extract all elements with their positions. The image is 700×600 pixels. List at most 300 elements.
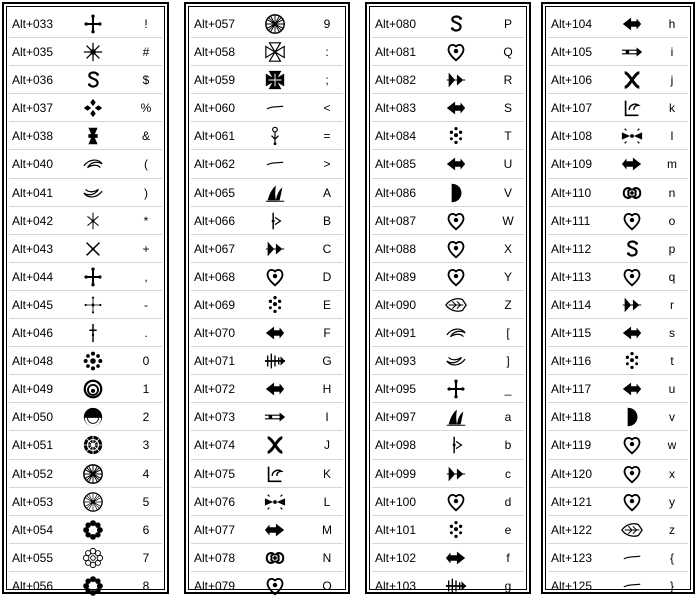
table-row <box>191 488 343 516</box>
keyboard-character: w <box>667 438 677 453</box>
alt-code-label: Alt+098 <box>375 438 417 453</box>
half-circle-disc-icon <box>73 403 113 431</box>
table-row <box>548 375 688 403</box>
keyboard-character: = <box>323 129 331 144</box>
dotted-cluster-icon <box>255 291 295 319</box>
keyboard-character: N <box>322 550 332 565</box>
alt-code-label: Alt+123 <box>551 550 593 565</box>
table-row <box>372 460 524 488</box>
alt-code-label: Alt+045 <box>12 297 54 312</box>
keyboard-character: . <box>144 326 148 341</box>
alt-code-label: Alt+071 <box>194 354 236 369</box>
keyboard-character: r <box>670 297 674 312</box>
keyboard-character: [ <box>506 326 510 341</box>
alt-code-label: Alt+125 <box>551 578 593 593</box>
alt-code-label: Alt+079 <box>194 578 236 593</box>
alt-code-label: Alt+060 <box>194 101 236 116</box>
table-row <box>9 460 162 488</box>
alt-code-label: Alt+107 <box>551 101 593 116</box>
alt-code-label: Alt+066 <box>194 213 236 228</box>
arrow-left-ornament-icon <box>612 10 652 38</box>
fleuron-icon <box>255 122 295 150</box>
keyboard-character: u <box>668 382 676 397</box>
alt-code-label: Alt+055 <box>12 550 54 565</box>
arrow-left-ornament-icon <box>436 94 476 122</box>
keyboard-character: 0 <box>142 354 150 369</box>
table-row <box>372 403 524 431</box>
alt-code-label: Alt+113 <box>551 269 592 284</box>
table-row <box>372 347 524 375</box>
alt-code-label: Alt+035 <box>12 45 54 60</box>
keyboard-character: k <box>669 101 675 116</box>
table-row <box>191 207 343 235</box>
alt-code-label: Alt+074 <box>194 438 236 453</box>
alt-code-label: Alt+048 <box>12 354 54 369</box>
keyboard-character: K <box>322 466 331 481</box>
keyboard-character: h <box>668 17 676 31</box>
table-row <box>191 179 343 207</box>
double-arrow-right-icon <box>255 403 295 431</box>
keyboard-character: D <box>322 269 332 284</box>
tilde-dash-icon <box>255 150 295 178</box>
arrow-cluster-icon <box>436 66 476 94</box>
keyboard-character: j <box>670 73 674 88</box>
double-arrow-right-icon <box>612 38 652 66</box>
alt-code-label: Alt+058 <box>194 45 236 60</box>
keyboard-character: < <box>323 101 331 116</box>
table-row <box>9 488 162 516</box>
keyboard-character: - <box>144 297 148 312</box>
heart-scroll-icon <box>612 207 652 235</box>
tilde-dash-icon <box>612 572 652 600</box>
alt-code-label: Alt+041 <box>12 185 54 200</box>
keyboard-character: 6 <box>142 522 150 537</box>
alt-code-label: Alt+088 <box>375 241 417 256</box>
table-row <box>9 38 162 66</box>
cross-flourish-icon <box>73 263 113 291</box>
alt-code-label: Alt+061 <box>194 129 236 144</box>
keyboard-character: ) <box>144 185 148 200</box>
table-row <box>9 207 162 235</box>
alt-code-label: Alt+100 <box>375 494 417 509</box>
table-row <box>9 544 162 572</box>
long-ornament-icon <box>255 347 295 375</box>
table-row <box>372 263 524 291</box>
alt-code-label: Alt+104 <box>551 17 593 31</box>
keyboard-character: 9 <box>323 17 331 31</box>
long-ornament-icon <box>436 572 476 600</box>
alt-code-label: Alt+083 <box>375 101 417 116</box>
keyboard-character: g <box>504 578 512 593</box>
keyboard-character: } <box>669 578 674 593</box>
keyboard-character: F <box>323 326 331 341</box>
table-row <box>191 66 343 94</box>
alt-code-label: Alt+087 <box>375 213 417 228</box>
alt-code-label: Alt+105 <box>551 45 593 60</box>
table-row <box>372 122 524 150</box>
keyboard-character: W <box>502 213 514 228</box>
swoosh-left-icon <box>73 150 113 178</box>
alt-code-label: Alt+075 <box>194 466 236 481</box>
curl-bracket-icon <box>612 94 652 122</box>
table-row <box>9 179 162 207</box>
alt-code-label: Alt+086 <box>375 185 417 200</box>
flower-icon <box>73 572 113 600</box>
keyboard-character: { <box>669 550 674 565</box>
alt-code-label: Alt+051 <box>12 438 54 453</box>
table-row <box>372 235 524 263</box>
table-row <box>548 291 688 319</box>
table-row <box>191 10 343 38</box>
heart-scroll-icon <box>436 235 476 263</box>
table-row <box>548 431 688 459</box>
leaf-arrow-icon <box>436 291 476 319</box>
alt-code-label: Alt+037 <box>12 101 54 116</box>
table-row <box>191 319 343 347</box>
table-row <box>548 347 688 375</box>
table-row <box>191 150 343 178</box>
alt-code-label: Alt+073 <box>194 410 236 425</box>
swoosh-right-icon <box>436 347 476 375</box>
dagger-icon <box>73 319 113 347</box>
keyboard-character: 7 <box>142 550 150 565</box>
table-row <box>372 179 524 207</box>
table-row <box>548 235 688 263</box>
keyboard-character: X <box>503 241 512 256</box>
keyboard-character: U <box>503 157 513 172</box>
heart-scroll-icon <box>612 460 652 488</box>
keyboard-character: f <box>506 550 510 565</box>
keyboard-character: C <box>322 241 332 256</box>
heart-scroll-icon <box>255 572 295 600</box>
wheel-icon <box>73 488 113 516</box>
alt-code-label: Alt+103 <box>375 578 417 593</box>
table-row <box>191 235 343 263</box>
table-row <box>548 319 688 347</box>
keyboard-character: _ <box>504 382 512 397</box>
alt-code-label: Alt+049 <box>12 382 54 397</box>
table-row <box>548 403 688 431</box>
swoosh-right-icon <box>73 179 113 207</box>
swoosh-left-icon <box>436 319 476 347</box>
alt-code-label: Alt+077 <box>194 522 236 537</box>
table-row <box>9 235 162 263</box>
keyboard-character: R <box>503 73 513 88</box>
pattee-cross-icon <box>73 122 113 150</box>
table-row <box>191 291 343 319</box>
s-scroll-icon <box>436 10 476 38</box>
table-row <box>9 347 162 375</box>
s-scroll-icon <box>612 235 652 263</box>
keyboard-character: y <box>669 494 675 509</box>
table-row <box>548 38 688 66</box>
alt-code-label: Alt+111 <box>551 213 591 228</box>
table-row <box>9 263 162 291</box>
rosette-icon <box>73 431 113 459</box>
alt-code-label: Alt+116 <box>551 354 592 369</box>
keyboard-character: s <box>669 326 675 341</box>
table-row <box>548 516 688 544</box>
panel-rows <box>191 10 343 600</box>
table-row <box>372 319 524 347</box>
alt-code-label: Alt+040 <box>12 157 54 172</box>
alt-code-label: Alt+109 <box>551 157 593 172</box>
alt-code-label: Alt+054 <box>12 522 54 537</box>
alt-code-label: Alt+093 <box>375 354 417 369</box>
keyboard-character: 3 <box>142 438 150 453</box>
table-row <box>191 431 343 459</box>
alt-code-label: Alt+095 <box>375 382 417 397</box>
table-row <box>548 488 688 516</box>
table-row <box>372 150 524 178</box>
keyboard-character: T <box>504 129 512 144</box>
keyboard-character: A <box>322 185 331 200</box>
keyboard-character: I <box>325 410 329 425</box>
table-row <box>548 150 688 178</box>
keyboard-character: a <box>504 410 512 425</box>
table-row <box>191 544 343 572</box>
alt-code-label: Alt+081 <box>375 45 417 60</box>
table-row <box>9 319 162 347</box>
alt-code-label: Alt+108 <box>551 129 593 144</box>
keyboard-character: & <box>141 129 150 144</box>
keyboard-character: p <box>668 241 676 256</box>
arrow-left-ornament-icon <box>436 150 476 178</box>
dotted-cluster-icon <box>436 516 476 544</box>
keyboard-character: ! <box>144 17 148 31</box>
diamond-cross-icon <box>73 94 113 122</box>
table-row <box>548 10 688 38</box>
alt-code-label: Alt+112 <box>551 241 592 256</box>
keyboard-character: E <box>322 297 331 312</box>
table-row <box>372 431 524 459</box>
keyboard-character: O <box>322 578 332 593</box>
scroll-filigree-icon <box>255 544 295 572</box>
table-row <box>191 347 343 375</box>
alt-code-label: Alt+078 <box>194 550 236 565</box>
alt-code-label: Alt+101 <box>375 522 417 537</box>
heart-scroll-icon <box>612 431 652 459</box>
alt-code-label: Alt+053 <box>12 494 54 509</box>
curl-bracket-icon <box>255 460 295 488</box>
table-row <box>191 572 343 600</box>
alt-code-label: Alt+080 <box>375 17 417 31</box>
keyboard-character: B <box>322 213 331 228</box>
table-row <box>372 66 524 94</box>
snowflake-icon <box>73 347 113 375</box>
table-row <box>191 122 343 150</box>
keyboard-character: G <box>322 354 332 369</box>
alt-code-label: Alt+072 <box>194 382 236 397</box>
keyboard-character: ; <box>325 73 329 88</box>
keyboard-character: m <box>667 157 677 172</box>
sunburst-disc-icon <box>73 460 113 488</box>
arrow-left-ornament-icon <box>255 375 295 403</box>
table-row <box>191 263 343 291</box>
table-row <box>548 544 688 572</box>
table-row <box>9 403 162 431</box>
table-row <box>372 516 524 544</box>
dotted-asterisk-icon <box>73 291 113 319</box>
keyboard-character: x <box>669 466 675 481</box>
alt-code-label: Alt+046 <box>12 326 54 341</box>
alt-code-panel-4 <box>541 2 695 594</box>
iron-cross-icon <box>255 66 295 94</box>
alt-code-label: Alt+036 <box>12 73 54 88</box>
keyboard-character: q <box>668 269 676 284</box>
keyboard-character: ] <box>506 354 510 369</box>
table-row <box>9 431 162 459</box>
table-row <box>372 375 524 403</box>
arrow-cluster-icon <box>612 291 652 319</box>
alt-code-label: Alt+114 <box>551 297 592 312</box>
alt-code-label: Alt+120 <box>551 466 593 481</box>
keyboard-character: 5 <box>142 494 150 509</box>
table-row <box>372 544 524 572</box>
arrow-right-ornament-icon <box>612 150 652 178</box>
keyboard-character: P <box>503 17 512 31</box>
bow-ornament-icon <box>255 488 295 516</box>
panel-rows <box>548 10 688 600</box>
alt-code-label: Alt+118 <box>551 410 592 425</box>
alt-code-panel-2 <box>184 2 350 594</box>
keyboard-character: V <box>503 185 512 200</box>
table-row <box>548 179 688 207</box>
alt-code-label: Alt+062 <box>194 157 236 172</box>
scroll-filigree-icon <box>612 179 652 207</box>
table-row <box>372 572 524 600</box>
heart-scroll-icon <box>436 488 476 516</box>
table-row <box>9 516 162 544</box>
keyboard-character: % <box>140 101 152 116</box>
keyboard-character: 4 <box>142 466 150 481</box>
arrow-cluster-icon <box>255 235 295 263</box>
keyboard-character: , <box>144 269 148 284</box>
alt-code-panel-3 <box>365 2 531 594</box>
keyboard-character: b <box>504 438 512 453</box>
alt-code-label: Alt+089 <box>375 269 417 284</box>
alt-code-label: Alt+097 <box>375 410 417 425</box>
table-row <box>9 122 162 150</box>
alt-code-label: Alt+121 <box>551 494 593 509</box>
keyboard-character: # <box>142 45 150 60</box>
alt-code-label: Alt+091 <box>375 326 417 341</box>
cross-flourish-icon <box>436 375 476 403</box>
keyboard-character: d <box>504 494 512 509</box>
alt-code-label: Alt+056 <box>12 578 54 593</box>
alt-code-panel-1 <box>2 2 169 594</box>
keyboard-character: > <box>323 157 331 172</box>
arrow-left-ornament-icon <box>255 319 295 347</box>
keyboard-character: * <box>143 213 149 228</box>
table-row <box>548 94 688 122</box>
table-row <box>9 10 162 38</box>
table-row <box>548 66 688 94</box>
s-scroll-icon <box>73 66 113 94</box>
table-row <box>548 122 688 150</box>
table-row <box>372 291 524 319</box>
alt-code-label: Alt+050 <box>12 410 54 425</box>
alt-code-label: Alt+070 <box>194 326 236 341</box>
alt-code-label: Alt+115 <box>551 326 592 341</box>
table-row <box>9 291 162 319</box>
alt-code-label: Alt+122 <box>551 522 593 537</box>
heart-scroll-icon <box>436 263 476 291</box>
alt-code-label: Alt+067 <box>194 241 236 256</box>
table-row <box>9 375 162 403</box>
heart-scroll-icon <box>436 207 476 235</box>
table-row <box>372 488 524 516</box>
table-row <box>548 572 688 600</box>
panel-rows <box>372 10 524 600</box>
heart-scroll-icon <box>436 38 476 66</box>
table-row <box>191 94 343 122</box>
half-disc-icon <box>612 403 652 431</box>
table-row <box>372 94 524 122</box>
keyboard-character: + <box>142 241 150 256</box>
spiral-circle-icon <box>73 375 113 403</box>
half-disc-icon <box>436 179 476 207</box>
table-row <box>9 66 162 94</box>
table-row <box>372 10 524 38</box>
keyboard-character: 1 <box>142 382 150 397</box>
flower-icon <box>73 516 113 544</box>
alt-code-label: Alt+052 <box>12 466 54 481</box>
alt-code-label: Alt+065 <box>194 185 236 200</box>
keyboard-character: o <box>668 213 676 228</box>
alt-code-label: Alt+076 <box>194 494 236 509</box>
table-row <box>9 94 162 122</box>
alt-code-label: Alt+099 <box>375 466 417 481</box>
alt-code-label: Alt+068 <box>194 269 236 284</box>
keyboard-character: l <box>670 129 674 144</box>
table-row <box>548 207 688 235</box>
alt-code-label: Alt+090 <box>375 297 417 312</box>
keyboard-character: : <box>325 45 329 60</box>
alt-code-label: Alt+082 <box>375 73 417 88</box>
tilde-dash-icon <box>255 94 295 122</box>
table-row <box>191 403 343 431</box>
alt-code-label: Alt+044 <box>12 269 54 284</box>
arrow-right-ornament-icon <box>255 516 295 544</box>
keyboard-character: t <box>670 354 674 369</box>
keyboard-character: S <box>503 101 512 116</box>
sunburst-disc-icon <box>255 10 295 38</box>
heart-scroll-icon <box>612 488 652 516</box>
alt-code-label: Alt+033 <box>12 17 54 31</box>
x-flourish-icon <box>73 235 113 263</box>
keyboard-character: Y <box>503 269 512 284</box>
table-row <box>191 460 343 488</box>
alt-code-label: Alt+059 <box>194 73 236 88</box>
leaf-arrow-icon <box>612 516 652 544</box>
keyboard-character: e <box>504 522 512 537</box>
table-row <box>191 375 343 403</box>
keyboard-character: Q <box>503 45 513 60</box>
keyboard-character: M <box>322 522 332 537</box>
table-row <box>9 572 162 600</box>
table-row <box>548 460 688 488</box>
feather-fan-icon <box>436 403 476 431</box>
x-scroll-icon <box>612 66 652 94</box>
alt-code-label: Alt+042 <box>12 213 54 228</box>
heart-scroll-icon <box>612 263 652 291</box>
maltese-cross-outline-icon <box>255 38 295 66</box>
keyboard-character: Z <box>504 297 512 312</box>
alt-code-label: Alt+057 <box>194 17 236 31</box>
table-row <box>191 38 343 66</box>
bracket-flourish-icon <box>255 207 295 235</box>
